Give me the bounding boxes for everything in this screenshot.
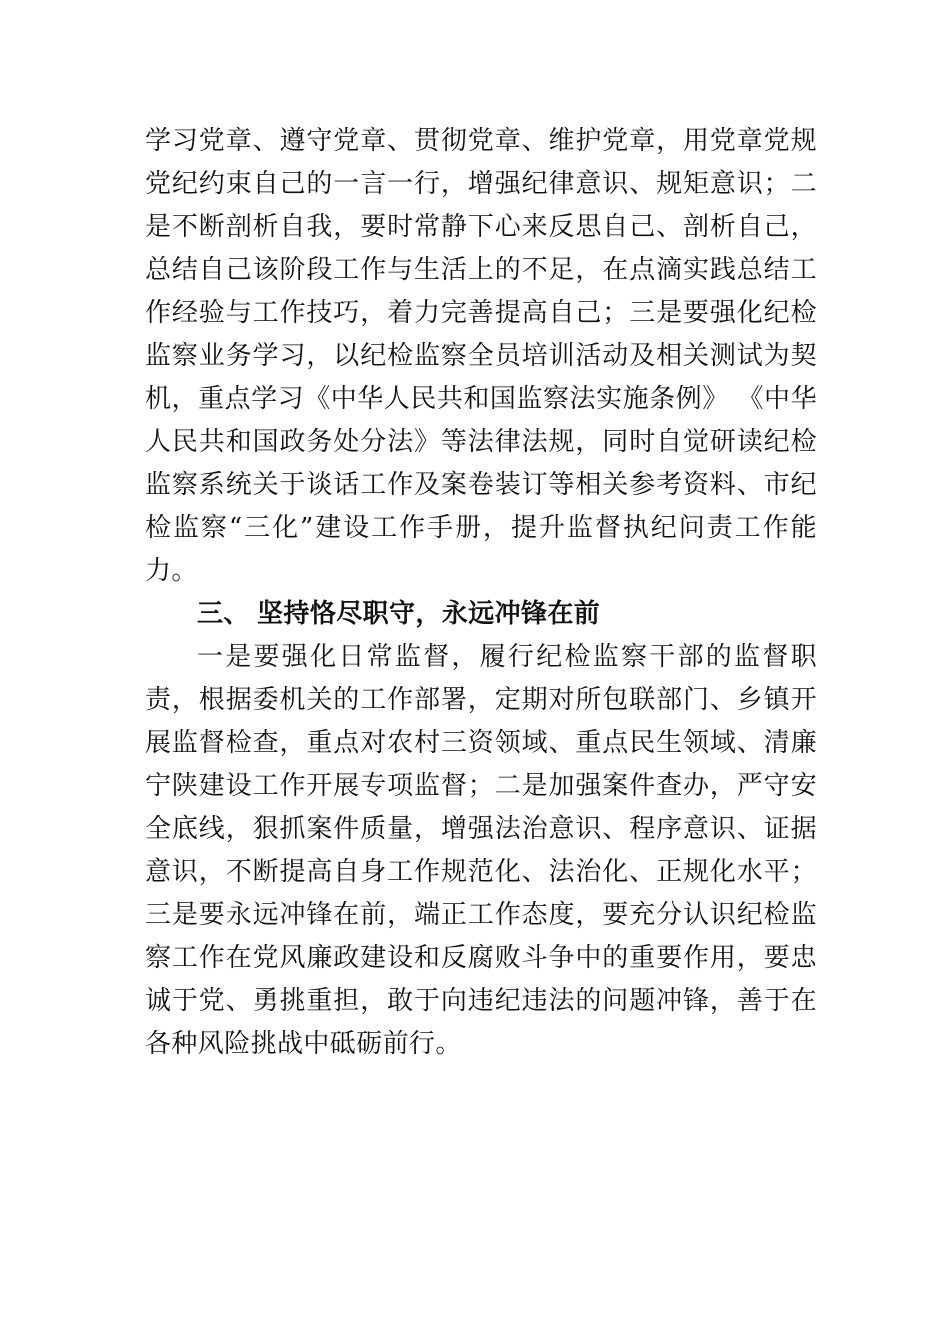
section-heading <box>145 593 817 636</box>
section-title: 坚持恪尽职守，永远冲锋在前 <box>257 599 601 629</box>
body-paragraph-continued: 学习党章、遵守党章、贯彻党章、维护党章，用党章党规党纪约束自己的一言一行，增强纪律意识、规矩意识；二是不断剖析自我，要时常静下心来反思自己、剖析自己，总结自己该阶段工作与生活上的不足，在点滴实践总结工作经验与工作技巧，着力完善提高自己；三是要强化纪检监察业务学习，以纪检监察全员培训活动及相关测试为契机，重点学习《中华人民共和国监察法实施条例》 《中华人民共和国政务处分法》等法律法规，同时自觉研读纪检监察系统关于谈话工作及案卷装订等相关参考资料、市纪检监察“三化”建设工作手册，提升监督执纪问责工作能力。 <box>145 126 817 586</box>
section-number: 三、 <box>197 599 250 629</box>
document-body <box>145 120 817 1066</box>
body-paragraph: 一是要强化日常监督，履行纪检监察干部的监督职责，根据委机关的工作部署，定期对所包联部门、乡镇开展监督检查，重点对农村三资领域、重点民生领域、清廉宁陕建设工作开展专项监督；二是加强案件查办，严守安全底线，狠抓案件质量，增强法治意识、程序意识、证据意识，不断提高自身工作规范化、法治化、正规化水平；三是要永远冲锋在前，端正工作态度，要充分认识纪检监察工作在党风廉政建设和反腐败斗争中的重要作用，要忠诚于党、勇挑重担，敢于向违纪违法的问题冲锋，善于在各种风险挑战中砥砺前行。 <box>145 642 817 1059</box>
